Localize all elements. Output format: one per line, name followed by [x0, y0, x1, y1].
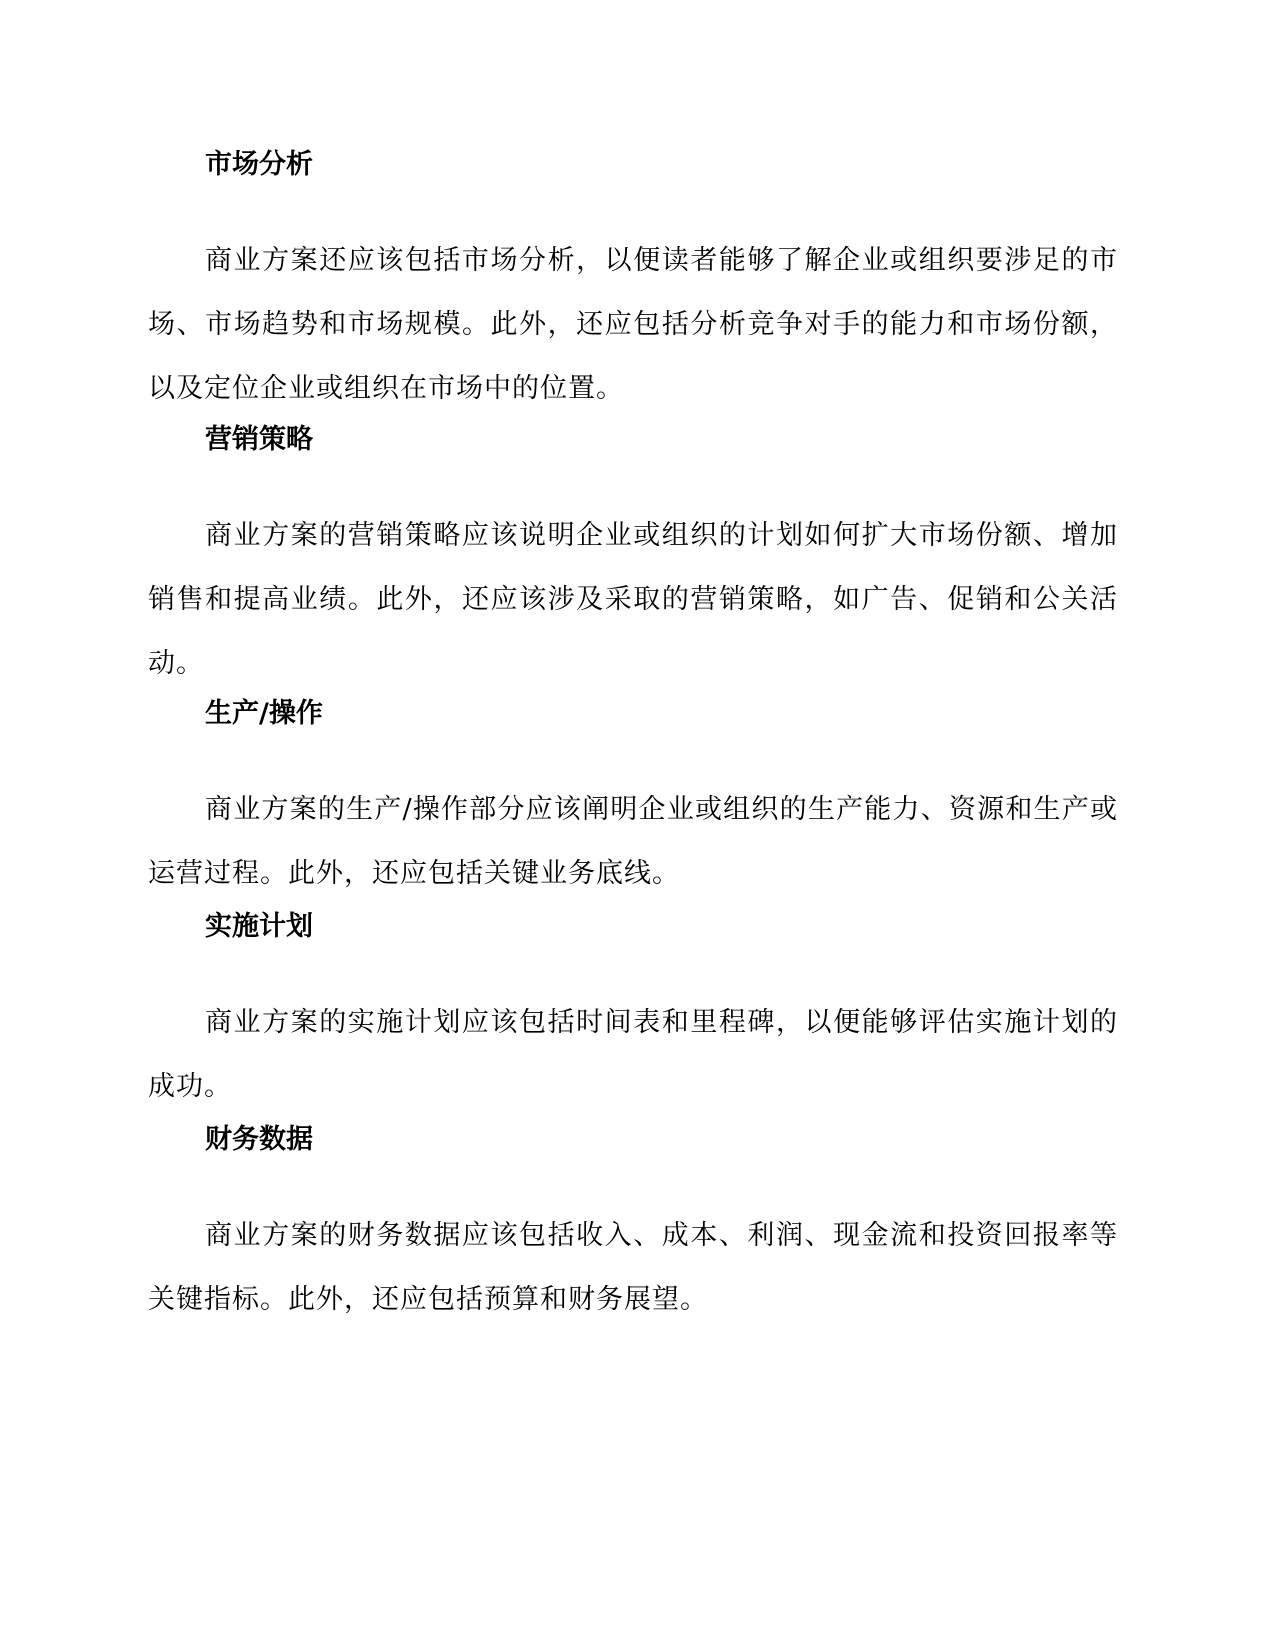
section-financial-data [148, 1121, 1118, 1332]
section-implementation-plan [148, 908, 1118, 1119]
section-marketing-strategy [148, 421, 1118, 696]
section-paragraph: 商业方案的生产/操作部分应该阐明企业或组织的生产能力、资源和生产或运营过程。此外，还应包括关键业务底线。 [148, 794, 1118, 889]
section-paragraph: 商业方案的营销策略应该说明企业或组织的计划如何扩大市场份额、增加销售和提高业绩。此外，还应该涉及采取的营销策略，如广告、促销和公关活动。 [148, 520, 1118, 679]
section-heading: 营销策略 [205, 424, 313, 455]
section-heading: 实施计划 [205, 911, 313, 942]
section-market-analysis [148, 146, 1118, 421]
section-paragraph: 商业方案还应该包括市场分析，以便读者能够了解企业或组织要涉足的市场、市场趋势和市场规模。此外，还应包括分析竞争对手的能力和市场份额，以及定位企业或组织在市场中的位置。 [148, 245, 1118, 404]
section-heading: 财务数据 [205, 1124, 313, 1155]
section-paragraph: 商业方案的财务数据应该包括收入、成本、利润、现金流和投资回报率等关键指标。此外，还应包括预算和财务展望。 [148, 1220, 1118, 1315]
section-heading: 生产/操作 [205, 698, 323, 729]
section-production-operations [148, 695, 1118, 906]
section-paragraph: 商业方案的实施计划应该包括时间表和里程碑，以便能够评估实施计划的成功。 [148, 1007, 1118, 1102]
section-heading: 市场分析 [205, 149, 313, 180]
